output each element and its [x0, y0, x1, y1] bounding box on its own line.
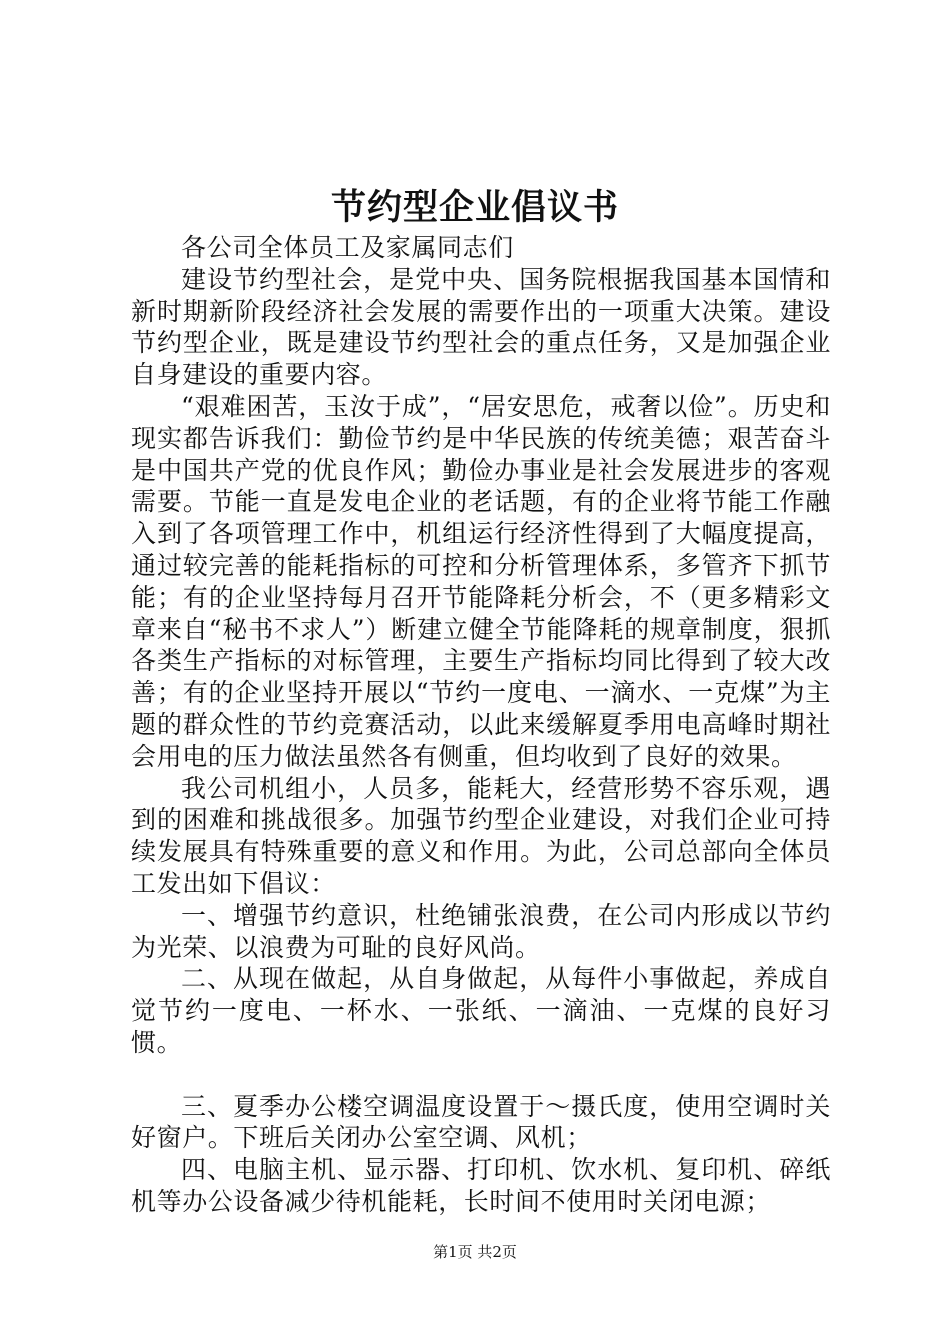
document-body [131, 232, 831, 1218]
document-title: 节约型企业倡议书 [330, 187, 619, 228]
proposal-item-4: 四、电脑主机、显示器、打印机、饮水机、复印机、碎纸机等办公设备减少待机能耗，长时间不使用时关闭电源； [131, 1155, 831, 1216]
paragraph-gap [131, 1059, 831, 1091]
salutation: 各公司全体员工及家属同志们 [181, 233, 514, 262]
paragraph-history: “艰难困苦，玉汝于成”，“居安思危，戒奢以俭”。历史和现实都告诉我们：勤俭节约是中华民族的传统美德；艰苦奋斗是中国共产党的优良作风；勤俭办事业是社会发展进步的客观需要。节能一直是发电企业的老话题，有的企业将节能工作融入到了各项管理工作中，机组运行经济性得到了大幅度提高，通过较完善的能耗指标的可控和分析管理体系，多管齐下抓节能；有的企业坚持每月召开节能降耗分析会，不（更多精彩文章来自“秘书不求人”）断建立健全节能降耗的规章制度，狠抓各类生产指标的对标管理，主要生产指标均同比得到了较大改善；有的企业坚持开展以“节约一度电、一滴水、一克煤”为主题的群众性的节约竞赛活动，以此来缓解夏季用电高峰时期社会用电的压力做法虽然各有侧重，但均收到了良好的效果。 [131, 391, 831, 771]
page-number-footer: 第1页 共2页 [433, 1243, 517, 1261]
paragraph-intro: 建设节约型社会，是党中央、国务院根据我国基本国情和新时期新阶段经济社会发展的需要作出的一项重大决策。建设节约型企业，既是建设节约型社会的重点任务，又是加强企业自身建设的重要内容。 [131, 264, 831, 390]
proposal-item-2: 二、从现在做起，从自身做起，从每件小事做起，养成自觉节约一度电、一杯水、一张纸、一滴油、一克煤的良好习惯。 [131, 964, 831, 1057]
paragraph-situation: 我公司机组小，人员多，能耗大，经营形势不容乐观，遇到的困难和挑战很多。加强节约型企业建设，对我们企业可持续发展具有特殊重要的意义和作用。为此，公司总部向全体员工发出如下倡议： [131, 773, 831, 898]
proposal-item-1: 一、增强节约意识，杜绝铺张浪费，在公司内形成以节约为光荣、以浪费为可耻的良好风尚。 [131, 900, 831, 962]
proposal-item-3: 三、夏季办公楼空调温度设置于～摄氏度，使用空调时关好窗户。下班后关闭办公室空调、风机； [131, 1091, 831, 1153]
